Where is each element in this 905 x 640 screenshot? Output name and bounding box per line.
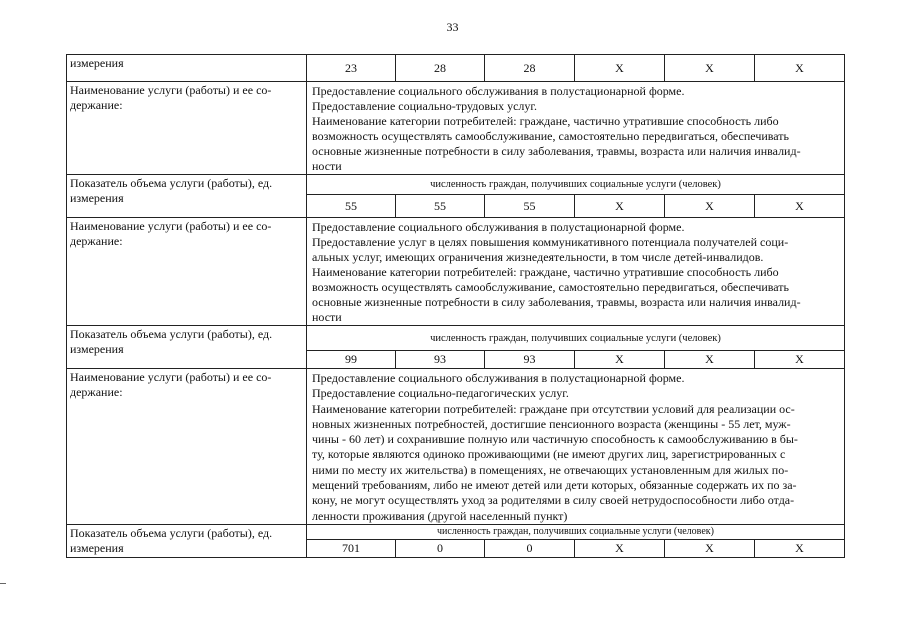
row-label: измерения xyxy=(67,55,307,82)
service-description: Предоставление социального обслуживания в полустационарной форме. Предоставление социально-педагогических услуг. Наименование категории потребителей: граждане при отсутствии условий для реализации ос- новных жизненных потребностей, достигшие пенсионного возраста (женщины - 55 лет, муж- чины - 60 лет) и сохранившие полную или частичную способность к самообслуживанию в бы- ту, которые являются одиноко проживающими (не имеют других лиц, зарегистрированных с ними по месту их жительства) в помещениях, не отвечающих установленным для жилых по- мещений требованиям, либо не имеют детей или дети которых, обязанные содержать их по за- кону, не могут осуществлять уход за родителями в силу своей нетрудоспособности либо отда- ленности проживания (другой населенный пункт) xyxy=(307,369,845,525)
table-row xyxy=(67,218,845,326)
service-description: Предоставление социального обслуживания в полустационарной форме. Предоставление социально-трудовых услуг. Наименование категории потребителей: граждане, частично утратившие способность либо возможность осуществлять самообслуживание, самостоятельно передвигаться, обеспечивать основные жизненные потребности в силу заболевания, травмы, возраста или наличия инвалид- ности xyxy=(307,82,845,175)
value-cell: X xyxy=(575,351,665,369)
value-cell: 28 xyxy=(396,55,485,82)
value-cell: X xyxy=(575,195,665,218)
row-label: Показатель объема услуги (работы), ед. измерения xyxy=(67,524,307,557)
unit-of-measure: численность граждан, получивших социальные услуги (человек) xyxy=(307,326,845,351)
value-cell: X xyxy=(665,195,755,218)
value-cell: X xyxy=(755,351,845,369)
row-label: Наименование услуги (работы) и ее со- держание: xyxy=(67,218,307,326)
value-cell: 93 xyxy=(396,351,485,369)
page-number: 33 xyxy=(446,20,459,34)
row-label: Наименование услуги (работы) и ее со- держание: xyxy=(67,369,307,525)
table-row xyxy=(67,326,845,351)
value-cell: X xyxy=(575,539,665,557)
value-cell: X xyxy=(755,539,845,557)
row-label: Показатель объема услуги (работы), ед. измерения xyxy=(67,326,307,369)
value-cell: X xyxy=(665,55,755,82)
value-cell: 23 xyxy=(307,55,396,82)
value-cell: X xyxy=(665,539,755,557)
value-cell: X xyxy=(755,195,845,218)
value-cell: 93 xyxy=(485,351,575,369)
value-cell: 0 xyxy=(485,539,575,557)
row-label: Наименование услуги (работы) и ее со- держание: xyxy=(67,82,307,175)
value-cell: X xyxy=(575,55,665,82)
value-cell: X xyxy=(665,351,755,369)
value-cell: 99 xyxy=(307,351,396,369)
value-cell: 55 xyxy=(485,195,575,218)
table-row xyxy=(67,524,845,539)
services-table xyxy=(66,54,845,558)
value-cell: 701 xyxy=(307,539,396,557)
table-row xyxy=(67,82,845,175)
table-row xyxy=(67,55,845,82)
value-cell: X xyxy=(755,55,845,82)
table-row xyxy=(67,369,845,525)
service-description: Предоставление социального обслуживания в полустационарной форме. Предоставление услуг в целях повышения коммуникативного потенциала получателей соци- альных услуг, имеющих ограничения жизнедеятельности, в том числе детей-инвалидов. Наименование категории потребителей: граждане, частично утратившие способность либо возможность осуществлять самообслуживание, самостоятельно передвигаться, обеспечивать основные жизненные потребности в силу заболевания, травмы, возраста или наличия инвалид- ности xyxy=(307,218,845,326)
value-cell: 55 xyxy=(307,195,396,218)
unit-of-measure: численность граждан, получивших социальные услуги (человек) xyxy=(307,175,845,195)
scan-margin-mark xyxy=(0,583,6,584)
unit-of-measure: численность граждан, получивших социальные услуги (человек) xyxy=(307,524,845,539)
value-cell: 28 xyxy=(485,55,575,82)
value-cell: 0 xyxy=(396,539,485,557)
value-cell: 55 xyxy=(396,195,485,218)
row-label: Показатель объема услуги (работы), ед. измерения xyxy=(67,175,307,218)
table-row xyxy=(67,175,845,195)
